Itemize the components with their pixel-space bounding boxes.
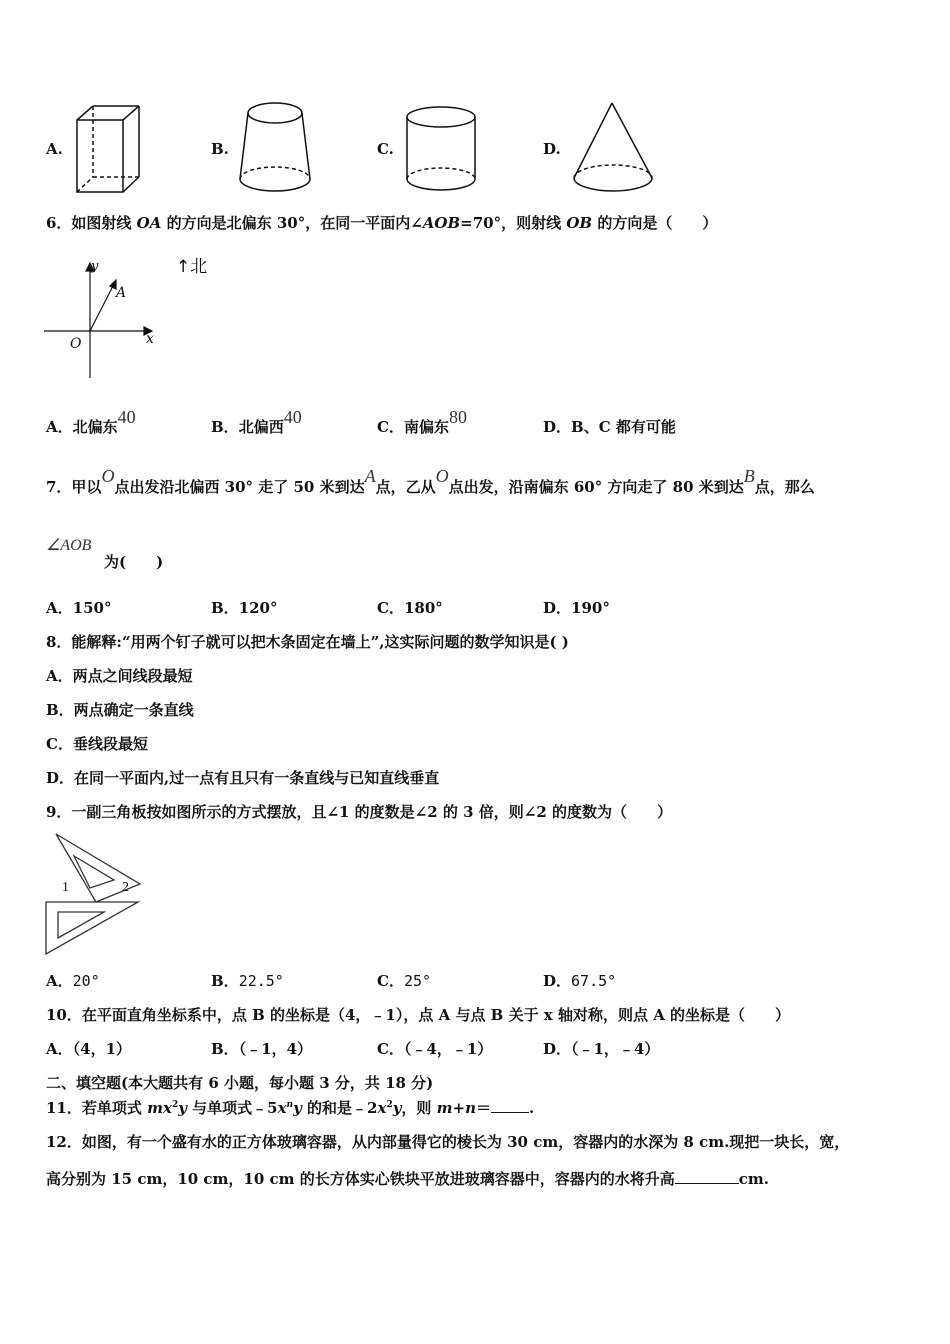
q7-text-f: 为( ): [104, 553, 164, 571]
q7-stem: [46, 466, 815, 497]
q11-y2: y: [293, 1099, 302, 1117]
q6-option-d: D．B、C 都有可能: [543, 418, 676, 436]
q6-ob: OB: [566, 214, 593, 232]
q11-exp1: 2: [171, 1100, 179, 1110]
q6-option-b-num: 40: [283, 407, 302, 427]
q7-option-b: B．120°: [211, 599, 278, 617]
q6-option-c-num: 80: [448, 407, 467, 427]
angle-1-label: 1: [62, 880, 69, 895]
q6-option-a-num: 40: [117, 407, 136, 427]
q9-option-a: A．20°: [46, 972, 100, 990]
q11-text-f: .: [529, 1099, 535, 1117]
q10-option-c: C．（﹣4，﹣1）: [377, 1040, 493, 1058]
q6-oa: OA: [136, 214, 162, 232]
q11-y3: y: [392, 1099, 402, 1117]
q11-stem: [46, 1097, 534, 1118]
q11-text-a: 11．若单项式: [46, 1099, 148, 1117]
q9-option-c: C．25°: [377, 972, 432, 990]
q8-option-a: A．两点之间线段最短: [46, 667, 193, 685]
q6-text-c: =70°，则射线: [460, 214, 567, 232]
q7-b: B: [743, 466, 755, 486]
q11-text-b: 与单项式﹣5: [186, 1099, 278, 1117]
frustum-figure: [236, 100, 320, 198]
q11-mx: mx: [147, 1099, 172, 1117]
q12-answer-blank[interactable]: [675, 1183, 739, 1184]
section-2-heading: 二、填空题(本大题共有 6 小题，每小题 3 分，共 18 分): [46, 1074, 434, 1092]
rectangular-prism-figure: [72, 103, 142, 195]
q7-a: A: [364, 466, 376, 486]
q10-option-b: B．（﹣1，4）: [211, 1040, 313, 1058]
q8-stem: 8．能解释:“用两个钉子就可以把木条固定在墙上”,这实际问题的数学知识是( ): [46, 633, 569, 651]
q8-option-c: C．垂线段最短: [46, 735, 148, 753]
q11-y1: y: [178, 1099, 187, 1117]
q12-line2-b: cm.: [738, 1170, 769, 1188]
q6-text-d: 的方向是（ ）: [592, 214, 718, 232]
q11-exp2: n: [286, 1100, 294, 1110]
q7-option-c: C．180°: [377, 599, 443, 617]
q6-option-c: C．南偏东80: [377, 407, 467, 436]
q9-option-d: D．67.5°: [543, 972, 617, 990]
q8-option-b: B．两点确定一条直线: [46, 701, 194, 719]
north-arrow-label: ↑北: [176, 257, 208, 277]
q11-text-d: ，则: [401, 1099, 437, 1117]
q11-text-e: ＝: [476, 1099, 492, 1117]
q6-stem: [46, 212, 717, 233]
q11-mn: m+n: [436, 1099, 477, 1117]
q7-o2: O: [435, 466, 449, 486]
q5-option-c-letter: C.: [377, 140, 394, 158]
q7-text-d: 点出发，沿南偏东 60° 方向走了 80 米到达: [448, 478, 744, 496]
coordinate-axes-figure: [44, 258, 164, 383]
q9-option-b: B．22.5°: [211, 972, 284, 990]
q5-option-b-letter: B.: [211, 140, 229, 158]
q6-a-label: A: [116, 285, 127, 301]
q7-text-a: 7．甲以: [46, 478, 102, 496]
q6-y-label: y: [91, 259, 99, 274]
q7-text-b: 点出发沿北偏西 30° 走了 50 米到达: [114, 478, 365, 496]
q10-stem: 10．在平面直角坐标系中，点 B 的坐标是（4，﹣1），点 A 与点 B 关于 x 轴对称，则点 A 的坐标是（ ）: [46, 1006, 791, 1024]
q7-option-a: A．150°: [46, 599, 112, 617]
q7-text-c: 点，乙从: [375, 478, 436, 496]
q6-text-b: 的方向是北偏东 30°，在同一平面内∠: [161, 214, 423, 232]
q6-option-b: B．北偏西40: [211, 407, 302, 436]
q12-line1: 12．如图，有一个盛有水的正方体玻璃容器，从内部量得它的棱长为 30 cm，容器内的水深为 8 cm.现把一块长，宽，: [46, 1133, 850, 1151]
angle-2-label: 2: [122, 880, 129, 895]
q11-answer-blank[interactable]: [491, 1112, 529, 1113]
q11-x2: x: [277, 1099, 287, 1117]
q7-angle: ∠AOB: [46, 537, 92, 554]
q6-text-a: 6．如图射线: [46, 214, 137, 232]
q7-option-d: D．190°: [543, 599, 610, 617]
q5-option-d-letter: D.: [543, 140, 561, 158]
q10-option-a: A．（4，1）: [46, 1040, 132, 1058]
q6-aob: AOB: [422, 214, 461, 232]
q5-option-a-letter: A.: [46, 140, 63, 158]
q7-text-e: 点，那么: [754, 478, 815, 496]
q6-x-label: x: [146, 331, 154, 347]
q11-text-c: 的和是﹣2: [301, 1099, 378, 1117]
cone-figure: [570, 100, 658, 196]
triangle-rulers-figure: [44, 832, 144, 958]
q8-option-d: D．在同一平面内,过一点有且只有一条直线与已知直线垂直: [46, 769, 440, 787]
cylinder-figure: [402, 105, 482, 197]
q6-option-a: A．北偏东40: [46, 407, 136, 436]
q12-line2-a: 高分别为 15 cm，10 cm，10 cm 的长方体实心铁块平放进玻璃容器中，容器内的水将升高: [46, 1170, 675, 1188]
q6-o-label: O: [70, 336, 82, 352]
q9-stem: 9．一副三角板按如图所示的方式摆放，且∠1 的度数是∠2 的 3 倍，则∠2 的度数为（ ）: [46, 803, 673, 821]
q10-option-d: D．（﹣1，﹣4）: [543, 1040, 660, 1058]
q7-o1: O: [101, 466, 115, 486]
q11-x3: x: [377, 1099, 387, 1117]
q11-exp3: 2: [386, 1100, 393, 1110]
q12-line2: [46, 1168, 769, 1189]
